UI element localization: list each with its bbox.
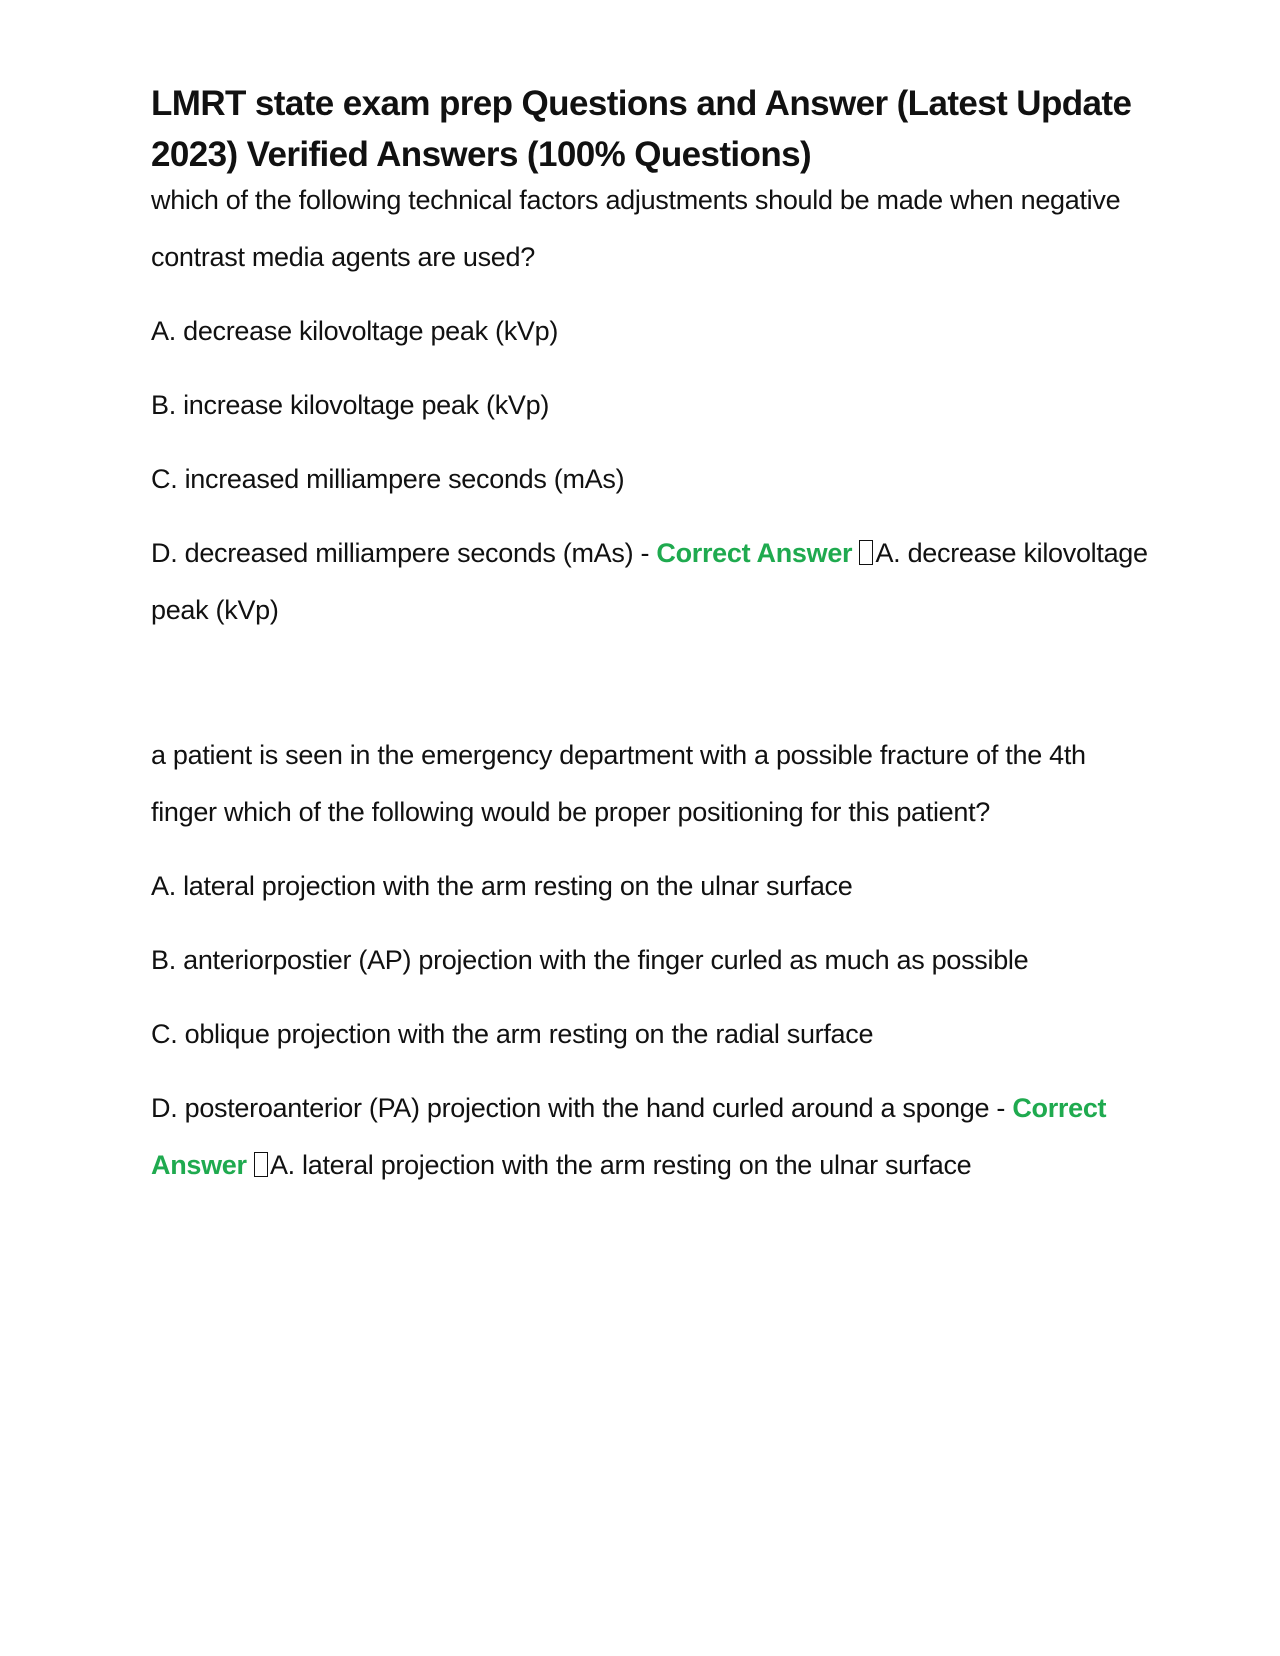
correct-answer-label: Correct Answer	[151, 1093, 1107, 1180]
option-c: C. increased milliampere seconds (mAs)	[151, 464, 625, 494]
spacer	[151, 639, 1151, 727]
question-block-1	[151, 172, 1151, 639]
answer-text: A. lateral projection with the arm resting on the ulnar surface	[269, 1150, 972, 1180]
option-a: A. decrease kilovoltage peak (kVp)	[151, 316, 559, 346]
option-d-with-answer	[151, 1080, 1151, 1194]
correct-answer-label: Correct Answer	[656, 538, 853, 568]
missing-glyph-icon	[859, 540, 873, 565]
question-stem: a patient is seen in the emergency department with a possible fracture of the 4th finger which of the following would be proper positioning for this patient?	[151, 740, 1086, 827]
answer-text: A. decrease kilovoltage peak (kVp)	[151, 538, 1148, 625]
document-page	[151, 78, 1151, 1194]
option-a: A. lateral projection with the arm resting on the ulnar surface	[151, 871, 853, 901]
option-d: D. posteroanterior (PA) projection with the hand curled around a sponge -	[151, 1093, 1013, 1123]
document-title: LMRT state exam prep Questions and Answer (Latest Update 2023) Verified Answers (100% Questions)	[151, 84, 1132, 174]
question-stem: which of the following technical factors adjustments should be made when negative contrast media agents are used?	[151, 185, 1121, 272]
option-b: B. increase kilovoltage peak (kVp)	[151, 390, 550, 420]
option-b: B. anteriorpostier (AP) projection with the finger curled as much as possible	[151, 945, 1029, 975]
missing-glyph-icon	[254, 1152, 268, 1177]
question-block-2	[151, 727, 1151, 1194]
option-d-with-answer	[151, 525, 1151, 639]
option-d: D. decreased milliampere seconds (mAs) -	[151, 538, 657, 568]
option-c: C. oblique projection with the arm resting on the radial surface	[151, 1019, 874, 1049]
